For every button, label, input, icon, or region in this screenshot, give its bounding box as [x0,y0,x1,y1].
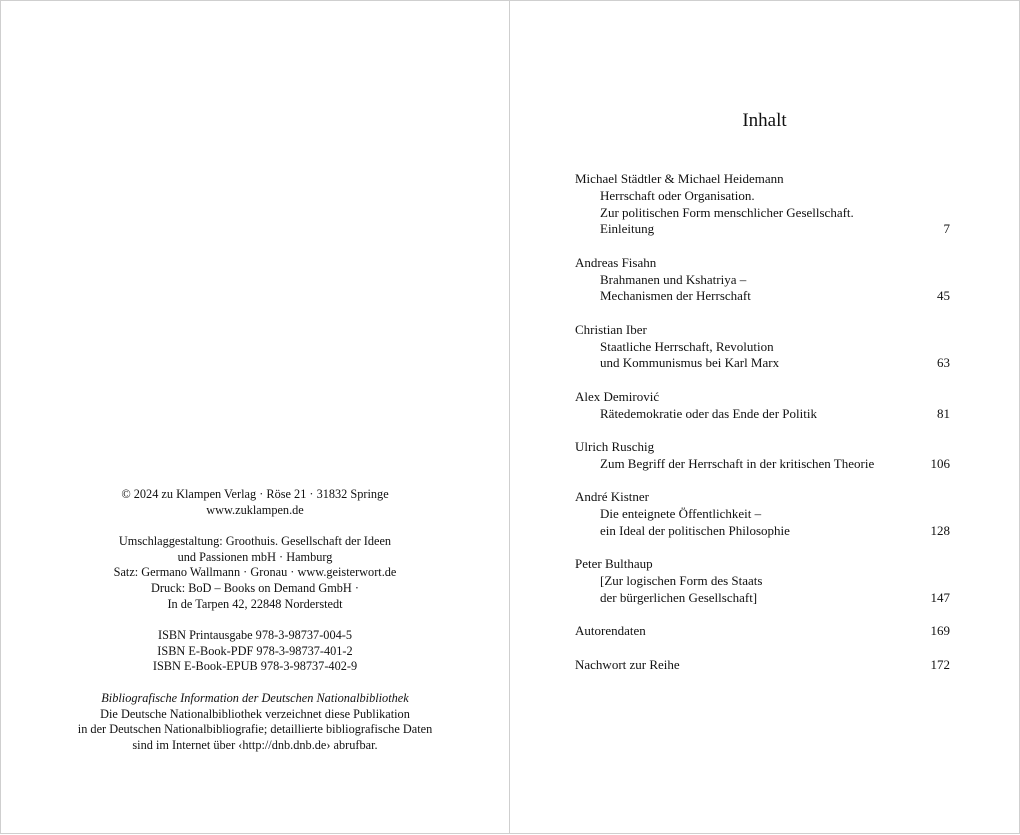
toc-title-line: Rätedemokratie oder das Ende der Politik [600,405,817,421]
toc-title-line: [Zur logischen Form des Staats [600,572,763,588]
toc-entry[interactable] [575,255,950,305]
toc-entry-nachwort[interactable] [575,657,950,674]
toc-title-line: der bürgerlichen Gesellschaft] [600,589,758,605]
toc-title-line: und Kommunismus bei Karl Marx [600,355,780,371]
toc-entry[interactable] [575,556,950,606]
imprint [0,487,510,753]
toc-author: André Kistner [575,489,650,505]
toc-title-line: Mechanismen der Herrschaft [600,288,751,304]
toc-title-line: Staatliche Herrschaft, Revolution [600,338,774,354]
table-of-contents [575,171,950,691]
toc-page-number: 172 [930,656,950,672]
imprint-line: © 2024 zu Klampen Verlag · Röse 21 · 31832 Springe [121,487,389,501]
dnb-heading: Bibliografische Information der Deutschen Nationalbibliothek [101,690,409,705]
toc-entry-autorendaten[interactable] [575,623,950,640]
toc-page-number: 169 [930,623,950,639]
toc-title-line: Zum Begriff der Herrschaft in der kritischen Theorie [600,455,875,471]
toc-title-line: Brahmanen und Kshatriya – [600,271,747,287]
toc-page-number: 45 [937,288,950,304]
toc-page-number: 63 [937,355,950,371]
toc-author: Andreas Fisahn [575,254,657,270]
toc-title-line: Einleitung [600,221,655,237]
imprint-line: In de Tarpen 42, 22848 Norderstedt [167,596,343,611]
imprint-line: Satz: Germano Wallmann · Gronau · www.geisterwort.de [113,565,397,580]
toc-author: Ulrich Ruschig [575,438,655,454]
toc-page-number: 128 [930,522,950,538]
dnb-line: Die Deutsche Nationalbibliothek verzeichnet diese Publikation [100,706,410,721]
toc-page-number: 7 [943,221,950,237]
toc-title-line: ein Ideal der politischen Philosophie [600,522,790,538]
toc-entry[interactable] [575,322,950,372]
toc-page-number: 81 [937,405,950,421]
imprint-line: www.zuklampen.de [206,502,304,517]
dnb-line: sind im Internet über ‹http://dnb.dnb.de› abrufbar. [132,737,378,752]
toc-page-number: 147 [930,589,950,605]
toc-extra-label: Autorendaten [575,623,646,639]
toc-title-line: Zur politischen Form menschlicher Gesellschaft. [600,204,854,220]
isbn-line: ISBN E-Book-EPUB 978-3-98737-402-9 [152,659,358,674]
isbn-line: ISBN Printausgabe 978-3-98737-004-5 [158,628,352,643]
toc-entry[interactable] [575,439,950,473]
toc-author: Alex Demirović [575,388,660,404]
imprint-line: Druck: BoD – Books on Demand GmbH · [150,580,359,595]
isbn-line: ISBN E-Book-PDF 978-3-98737-401-2 [157,643,353,658]
imprint-line: Umschlaggestaltung: Groothuis. Gesellschaft der Ideen [118,534,392,549]
toc-entry[interactable] [575,171,950,238]
dnb-line: in der Deutschen Nationalbibliografie; detaillierte bibliografische Daten [77,722,433,737]
toc-entry[interactable] [575,489,950,539]
toc-page-number: 106 [930,455,950,471]
toc-title-line: Herrschaft oder Organisation. [600,187,755,203]
toc-title-line: Die enteignete Öffentlichkeit – [600,505,762,521]
toc-author: Michael Städtler & Michael Heidemann [575,171,784,186]
toc-author: Peter Bulthaup [575,556,653,572]
toc-entry[interactable] [575,389,950,423]
toc-author: Christian Iber [575,321,647,337]
toc-title: Inhalt [742,110,787,131]
imprint-line: und Passionen mbH · Hamburg [177,549,333,564]
toc-extra-label: Nachwort zur Reihe [575,656,680,672]
